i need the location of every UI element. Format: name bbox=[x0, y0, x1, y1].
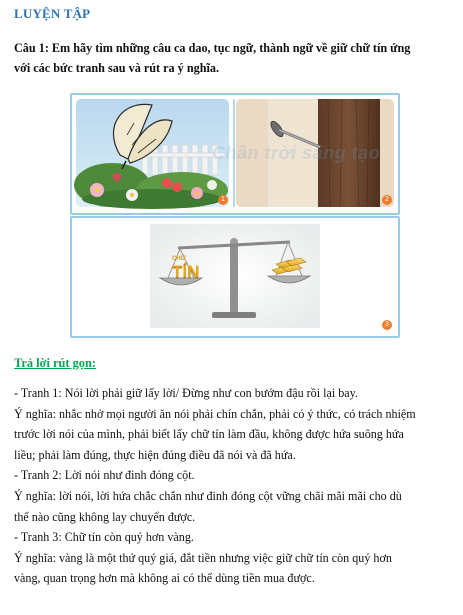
question-1 bbox=[14, 38, 454, 78]
answer-body bbox=[14, 383, 456, 589]
image-badge-2: 2 bbox=[382, 195, 392, 205]
answer-line: thế nào cũng không lay chuyển được. bbox=[14, 509, 196, 524]
answer-line: - Tranh 3: Chữ tín còn quý hơn vàng. bbox=[14, 530, 194, 545]
answer-line: vàng, quan trọng hơn mà không ai có thể dùng tiền mua được. bbox=[14, 571, 315, 586]
answer-line: - Tranh 2: Lời nói như đinh đóng cột. bbox=[14, 468, 195, 483]
answer-line: Ý nghĩa: lời nói, lời hứa chắc chắn như đinh đóng cột vững chãi mãi mãi cho dù bbox=[14, 488, 402, 503]
picture-panel-bottom bbox=[70, 216, 400, 338]
scale-label: TÍN bbox=[172, 262, 200, 281]
image-badge-1: 1 bbox=[218, 195, 228, 205]
answer-line: trước lời nói của mình, phải biết lấy chữ tín làm đầu, không được hứa suông hứa bbox=[14, 427, 404, 442]
scale-label-small: CHỮ bbox=[172, 256, 186, 262]
question-line-2: với các bức tranh sau và rút ra ý nghĩa. bbox=[14, 61, 220, 75]
scale-illustration bbox=[72, 218, 398, 336]
section-heading: LUYỆN TẬP bbox=[14, 6, 91, 21]
question-line-1: Câu 1: Em hãy tìm những câu ca dao, tục ngữ, thành ngữ về giữ chữ tín ứng bbox=[14, 41, 411, 55]
picture-panel-top bbox=[70, 93, 400, 215]
answer-line: Ý nghĩa: nhắc nhở mọi người ăn nói phải chín chắn, phải có ý thức, có trách nhiệm bbox=[14, 406, 416, 421]
answer-line: liều; phải làm đúng, thực hiện đúng điều đã nói và đã hứa. bbox=[14, 447, 296, 462]
watermark-text: Chân trời sáng tạo bbox=[212, 143, 381, 163]
image-badge-3: 3 bbox=[382, 320, 392, 330]
answer-line: Ý nghĩa: vàng là một thứ quý giá, đắt tiền nhưng việc giữ chữ tín còn quý hơn bbox=[14, 550, 392, 565]
answer-line: - Tranh 1: Nói lời phải giữ lấy lời/ Đừng như con bướm đậu rồi lại bay. bbox=[14, 386, 358, 400]
answer-title: Trả lời rút gọn: bbox=[14, 356, 97, 370]
